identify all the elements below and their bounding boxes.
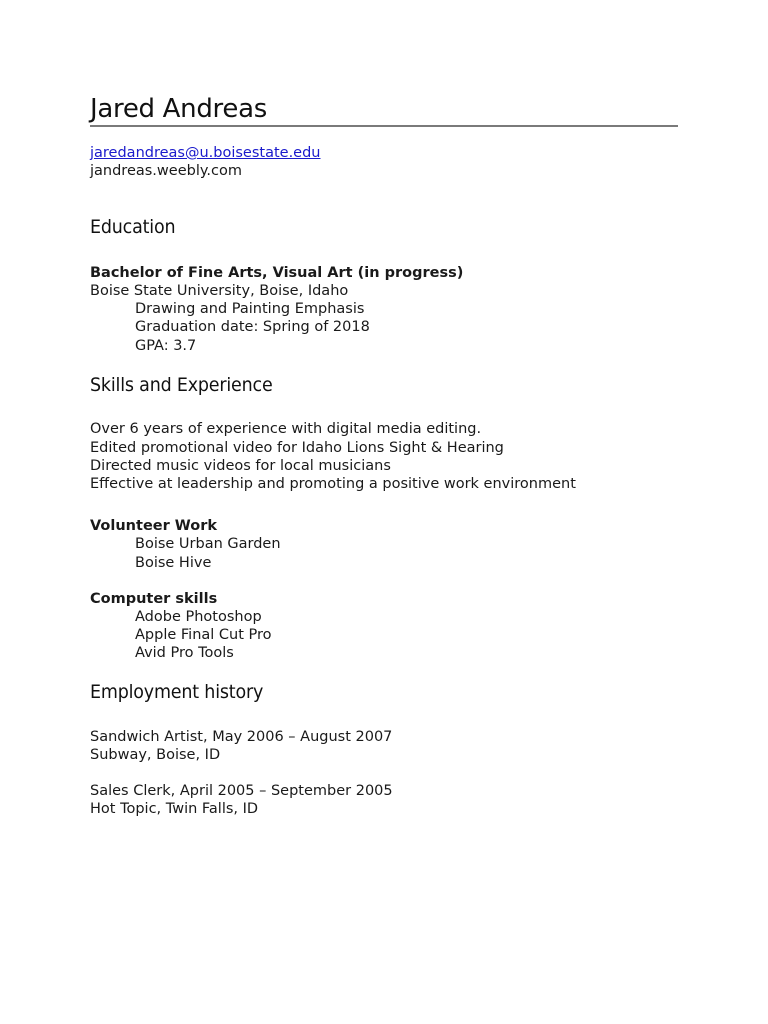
skills-item: Effective at leadership and promoting a positive work environment: [90, 476, 576, 492]
email-link[interactable]: jaredandreas@u.boisestate.edu: [90, 145, 321, 161]
computer-skills-title: Computer skills: [90, 591, 218, 607]
header-divider: [90, 125, 678, 127]
website-text: jandreas.weebly.com: [90, 163, 242, 179]
skills-heading: Skills and Experience: [90, 374, 273, 396]
school-name: Boise State University, Boise, Idaho: [90, 283, 349, 299]
computer-skill-item: Avid Pro Tools: [135, 645, 234, 661]
computer-skill-item: Apple Final Cut Pro: [135, 627, 272, 643]
job-place: Hot Topic, Twin Falls, ID: [90, 801, 259, 817]
skills-item: Edited promotional video for Idaho Lions Sight & Hearing: [90, 440, 504, 456]
job-title: Sandwich Artist, May 2006 – August 2007: [90, 729, 393, 745]
skills-item: Directed music videos for local musicians: [90, 458, 391, 474]
job-title: Sales Clerk, April 2005 – September 2005: [90, 783, 393, 799]
job-place: Subway, Boise, ID: [90, 747, 221, 763]
volunteer-item: Boise Hive: [135, 555, 212, 571]
education-detail: GPA: 3.7: [135, 338, 197, 354]
education-detail: Drawing and Painting Emphasis: [135, 301, 365, 317]
employment-heading: Employment history: [90, 681, 264, 703]
resume-name: Jared Andreas: [90, 94, 267, 124]
volunteer-item: Boise Urban Garden: [135, 536, 281, 552]
computer-skill-item: Adobe Photoshop: [135, 609, 262, 625]
education-heading: Education: [90, 216, 176, 238]
skills-item: Over 6 years of experience with digital media editing.: [90, 421, 482, 437]
degree-title: Bachelor of Fine Arts, Visual Art (in progress): [90, 265, 464, 281]
volunteer-title: Volunteer Work: [90, 518, 218, 534]
education-detail: Graduation date: Spring of 2018: [135, 319, 370, 335]
